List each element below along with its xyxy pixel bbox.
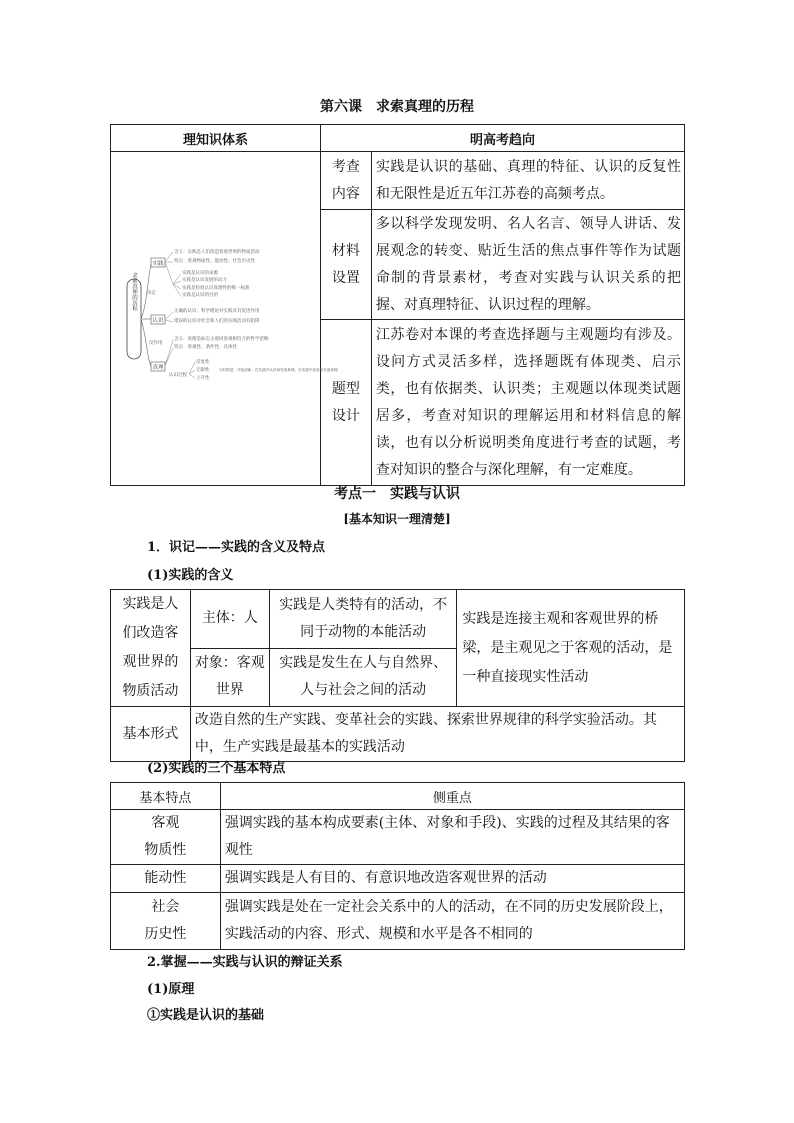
mm-line-10: 特点：客观性、条件性、具体性 (174, 344, 238, 350)
subject-text: 实践是人类特有的活动，不同于动物的本能活动 (269, 590, 457, 649)
section-title: 考点一 实践与认识 (334, 486, 460, 502)
knowledge-mindmap (111, 244, 339, 394)
heading-2-1: (1)原理 (147, 982, 195, 997)
mm-line-13: 上升性 (196, 375, 210, 381)
label-question-design: 题型 设计 (320, 320, 371, 486)
mm-line-7: 正确的认识：科学理论对实践具有促进作用 (174, 308, 260, 314)
heading-1: 1．识记——实践的含义及特点 (147, 540, 326, 555)
feature-text: 强调实践是处在一定社会关系中的人的活动，在不同的历史发展阶段上，实践活动的内容、形式、规模和水平是各不相同的 (220, 893, 684, 950)
mm-line-12: 无限性 (196, 367, 210, 373)
mm-line-6: 实践是认识的目的 (182, 292, 219, 298)
node-cognition: 认识 (152, 317, 164, 324)
text-material-setting: 多以科学发现发明、名人名言、领导人讲话、发展观念的转变、贴近生活的焦点事件等作为试题命制的背景素材，考查对实践与认识关系的把握、对真理特征、认识过程的理解。 (371, 210, 684, 320)
practice-definition: 实践是人们改造客观世界的物质活动 (111, 590, 191, 707)
mm-line-11: 反复性 (196, 359, 210, 365)
feature-text: 强调实践是人有目的、有意识地改造客观世界的活动 (220, 865, 684, 893)
node-reaction: 反作用 (149, 340, 163, 346)
feature-label: 客观 物质性 (111, 810, 221, 865)
text-exam-content: 实践是认识的基础、真理的特征、认识的反复性和无限性是近五年江苏卷的高频考点。 (371, 152, 684, 210)
header-knowledge-system: 理知识体系 (111, 125, 321, 152)
label-exam-content: 考查 内容 (320, 152, 371, 210)
node-practice: 实践 (152, 260, 164, 267)
node-truth: 真理 (152, 364, 164, 371)
heading-2-1-1: ①实践是认识的基础 (147, 1008, 265, 1023)
mm-line-8: 错误的认识对社会和人们的实践活动有阻碍 (174, 318, 260, 324)
heading-2: 2.掌握——实践与认识的辩证关系 (147, 955, 343, 970)
practice-features-table (110, 782, 685, 950)
mm-line-4: 实践是认识发展的动力 (182, 277, 228, 283)
feature-text: 强调实践的基本构成要素(主体、对象和手段)、实践的过程及其结果的客观性 (220, 810, 684, 865)
mm-line-5: 实践是检验认识真理性的唯一标准 (182, 285, 250, 291)
mm-line-2: 特点：客观物质性、能动性、社会历史性 (174, 258, 256, 264)
object-label: 对象：客观世界 (190, 648, 269, 707)
col-feature-header: 基本特点 (111, 783, 221, 810)
basic-forms-text: 改造自然的生产实践、变革社会的实践、探索世界规律的科学实验活动。其中，生产实践是最基本的实践活动 (190, 707, 684, 762)
label-material-setting: 材料 设置 (320, 210, 371, 320)
mindmap-cell (111, 152, 339, 486)
mm-line-14: 与时俱进，开拓创新；在实践中认识和发现真理，在实践中检验和发展真理 (219, 367, 339, 372)
subject-label: 主体：人 (190, 590, 269, 649)
mm-line-9: 含义：真理是标志主观同客观相符合的哲学范畴 (174, 336, 269, 342)
text-question-design: 江苏卷对本课的考查选择题与主观题均有涉及。设问方式灵活多样，选择题既有体现类、启示类，也有依据类、认识类；主观题以体现类试题居多，考查对知识的理解运用和材料信息的解读，也有以分析说明类角度进行考查的试题，考查对知识的整合与深化理解，有一定难度。 (371, 320, 684, 486)
practice-meaning-table (110, 589, 685, 762)
object-text: 实践是发生在人与自然界、人与社会之间的活动 (269, 648, 457, 707)
node-decide: 决定 (147, 290, 157, 296)
section-subtitle: [基本知识一理清楚] (343, 512, 451, 526)
basic-forms-label: 基本形式 (111, 707, 191, 762)
node-process: 认识过程 (169, 372, 188, 378)
feature-label: 社会 历史性 (111, 893, 221, 950)
header-exam-trend: 明高考趋向 (320, 125, 684, 152)
mm-line-1: 含义：实践是人们改造客观世界的物质活动 (174, 249, 260, 255)
heading-1-1: (1)实践的含义 (147, 568, 234, 583)
mm-line-3: 实践是认识的来源 (182, 270, 219, 276)
feature-label: 能动性 (111, 865, 221, 893)
svg-text:求索真理的历程: 求索真理的历程 (131, 272, 138, 311)
overview-table (110, 124, 685, 486)
page-title: 第六课 求索真理的历程 (320, 99, 474, 115)
heading-1-2: (2)实践的三个基本特点 (147, 761, 286, 776)
practice-bridge-text: 实践是连接主观和客观世界的桥梁，是主观见之于客观的活动，是一种直接现实性活动 (457, 590, 685, 707)
col-focus-header: 侧重点 (220, 783, 684, 810)
